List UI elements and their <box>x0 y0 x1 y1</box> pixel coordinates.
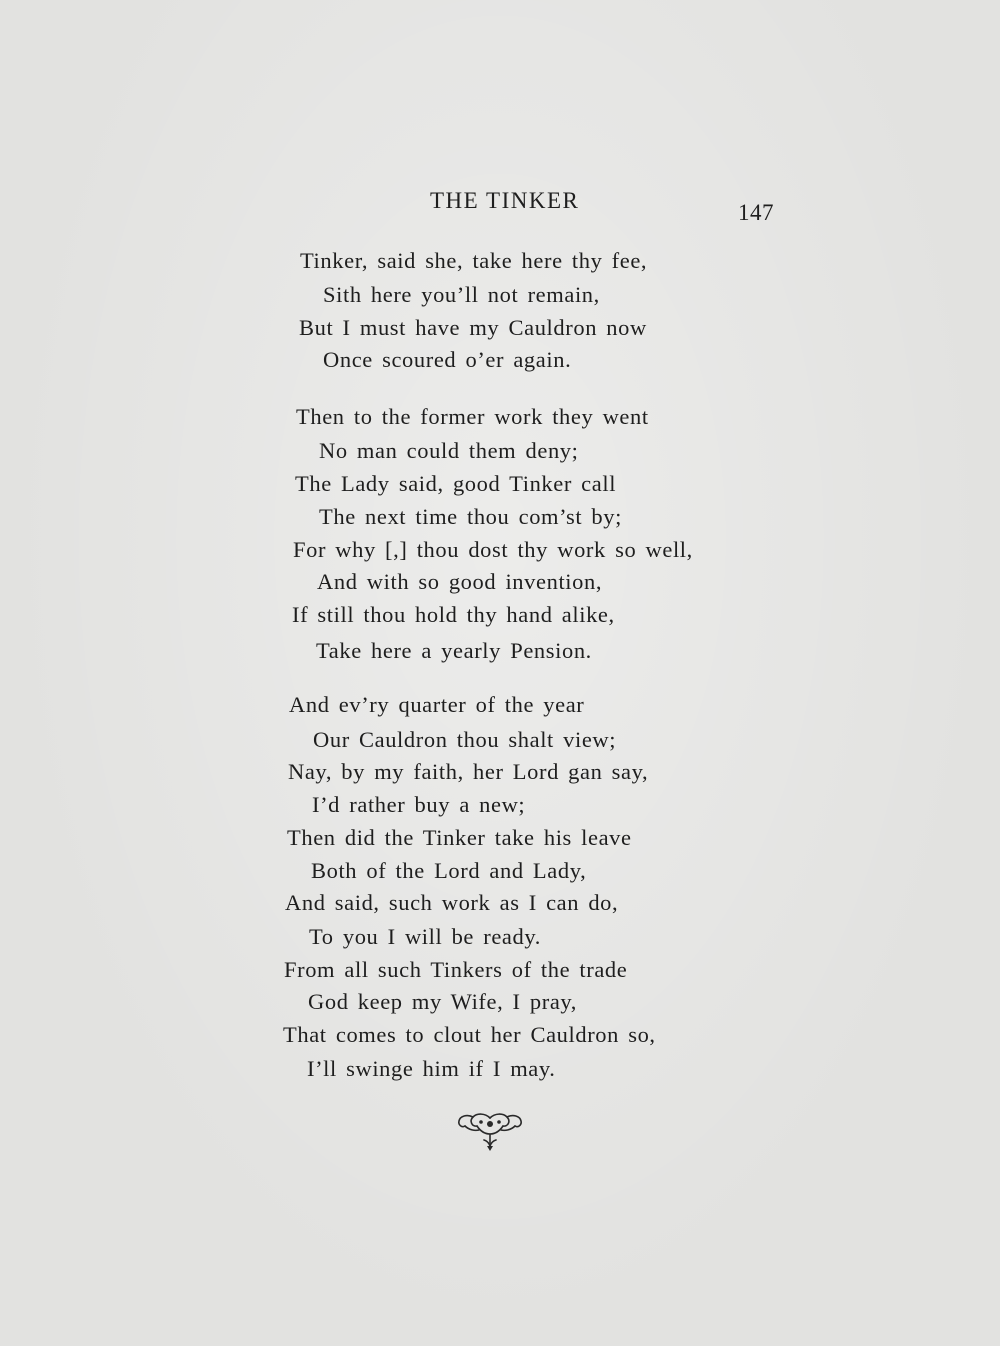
page-title: THE TINKER <box>430 188 580 213</box>
poem-line: Then to the former work they went <box>296 404 649 429</box>
poem-line: Then did the Tinker take his leave <box>287 825 632 850</box>
running-head <box>0 188 1000 228</box>
poem-line: If still thou hold thy hand alike, <box>292 602 615 627</box>
poem-line: Tinker, said she, take here thy fee, <box>300 248 648 273</box>
poem-line: Both of the Lord and Lady, <box>311 858 587 883</box>
poem-line: The next time thou com’st by; <box>319 504 622 529</box>
poem-line: To you I will be ready. <box>309 924 541 949</box>
page-number: 147 <box>738 200 774 225</box>
poem-line: From all such Tinkers of the trade <box>284 957 628 982</box>
poem-line: The Lady said, good Tinker call <box>295 471 617 496</box>
poem-line: I’d rather buy a new; <box>312 792 526 817</box>
poem-line: I’ll swinge him if I may. <box>307 1056 556 1081</box>
poem-line: And with so good invention, <box>317 569 603 594</box>
poem-line: And said, such work as I can do, <box>285 890 619 915</box>
poem-line: For why [,] thou dost thy work so well, <box>293 537 693 562</box>
poem-line: And ev’ry quarter of the year <box>289 692 585 717</box>
poem-line: That comes to clout her Cauldron so, <box>283 1022 656 1047</box>
poem-line: But I must have my Cauldron now <box>299 315 647 340</box>
poem-line: Our Cauldron thou shalt view; <box>313 727 617 752</box>
poem-line: God keep my Wife, I pray, <box>308 989 578 1014</box>
poem-line: No man could them deny; <box>319 438 579 463</box>
poem-line: Take here a yearly Pension. <box>316 638 592 663</box>
poem-line: Nay, by my faith, her Lord gan say, <box>288 759 649 784</box>
floral-fleuron-icon <box>455 1110 525 1152</box>
poem-line: Once scoured o’er again. <box>323 347 572 372</box>
poem-line: Sith here you’ll not remain, <box>323 282 600 307</box>
